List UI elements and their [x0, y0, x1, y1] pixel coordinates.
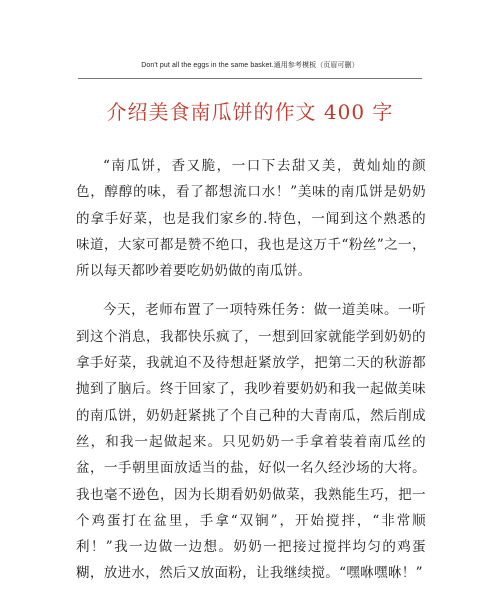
header-divider: [78, 78, 422, 79]
paragraph-1: “南瓜饼，香又脆，一口下去甜又美，黄灿灿的颜色，醇醇的味，看了都想流口水！”美味的南瓜饼是奶奶的拿手好菜，也是我们家乡的.特色，一闻到这个熟悉的味道，大家可都是赞不绝口，我也是这万千“粉丝”之一，所以每天都吵着要吃奶奶做的南瓜饼。: [76, 158, 426, 280]
page-header: Don't put all the eggs in the same basket.通用参考模板（页眉可删）: [141, 62, 359, 69]
document-body: [76, 153, 426, 600]
document-title: 介绍美食南瓜饼的作文 400 字: [106, 100, 394, 124]
paragraph-2: 今天，老师布置了一项特殊任务：做一道美味。一听到这个消息，我都快乐疯了，一想到回家就能学到奶奶的拿手好菜，我就迫不及待想赶紧放学，把第二天的秋游都抛到了脑后。终于回家了，我吵着要奶奶和我一起做美味的南瓜饼，奶奶赶紧挑了个自己种的大青南瓜，然后削成丝，和我一起做起来。只见奶奶一手拿着装着南瓜丝的盆，一手朝里面放适当的盐，好似一名久经沙场的大将。我也毫不逊色，因为长期看奶奶做菜，我熟能生巧，把一个鸡蛋打在盆里，手拿“双锏”，开始搅拌，“非常顺利！”我一边做一边想。奶奶一把接过搅拌均匀的鸡蛋糊，放进水，然后又放面粉，让我继续搅。“嘿咻嘿咻！”: [76, 302, 426, 582]
